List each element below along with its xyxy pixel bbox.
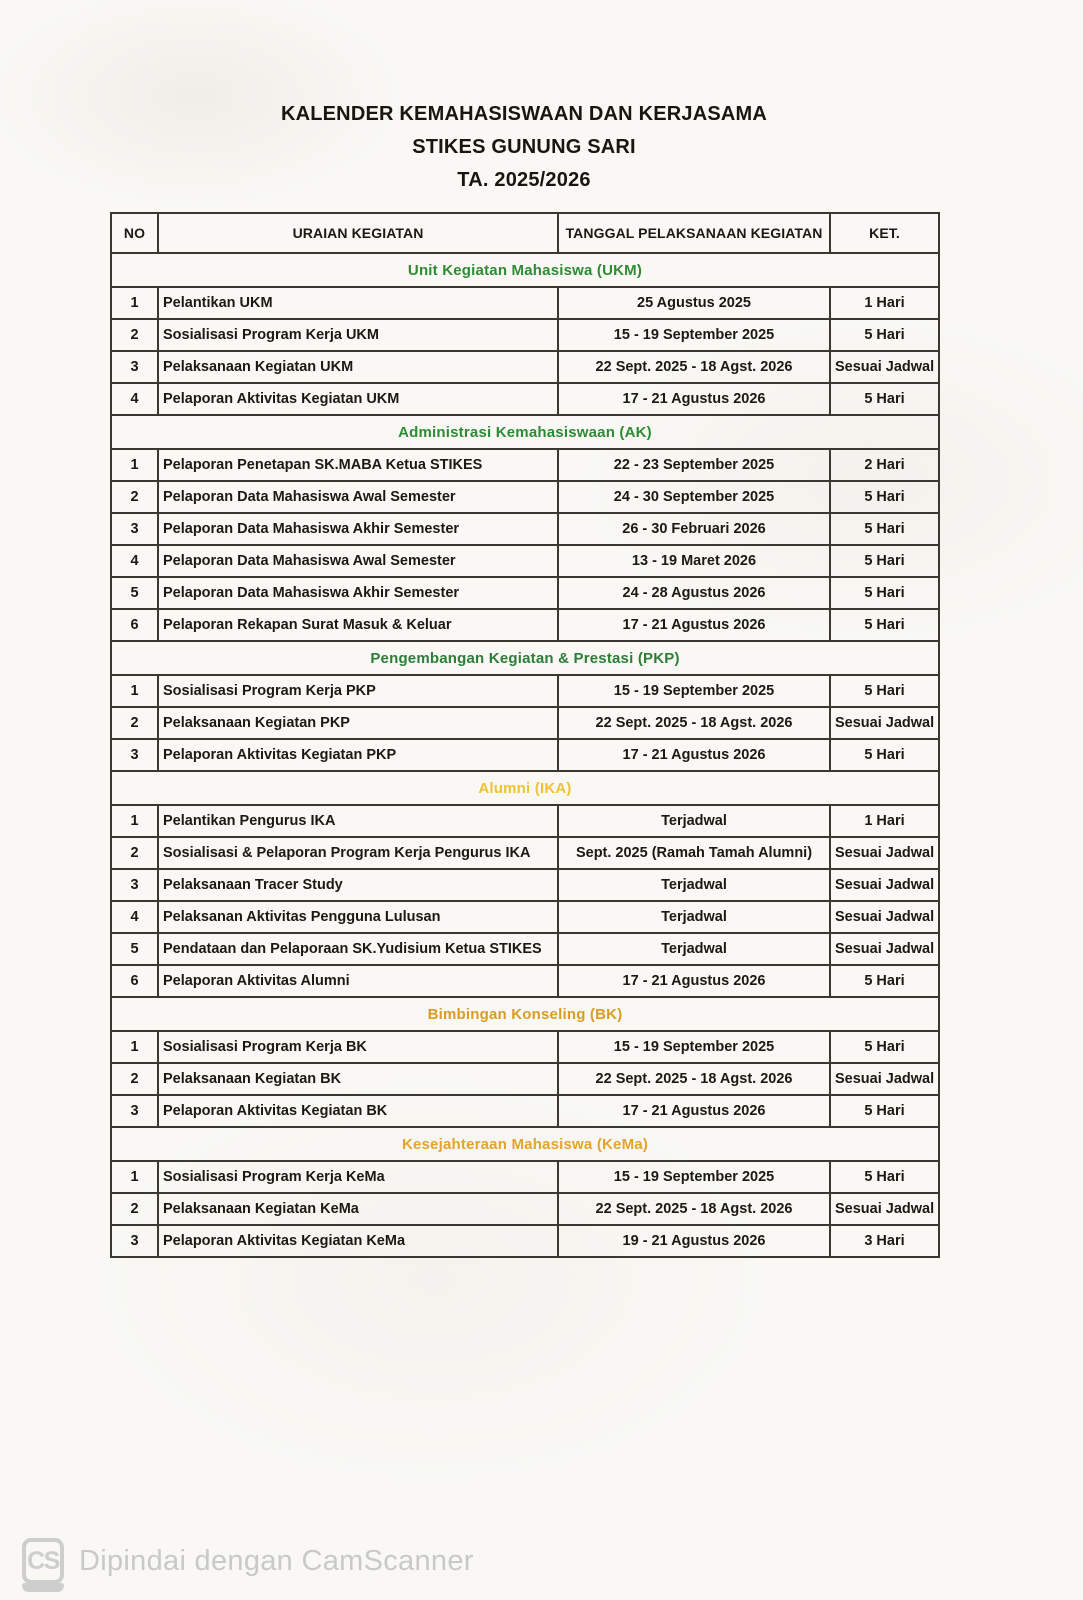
table-row [111, 513, 939, 545]
section-header-label: Kesejahteraan Mahasiswa (KeMa) [111, 1127, 939, 1161]
table-body [111, 253, 939, 1257]
cell-ket: 5 Hari [830, 675, 939, 707]
table-header-row [111, 213, 939, 253]
cell-no: 1 [111, 449, 158, 481]
cell-ket: 5 Hari [830, 1161, 939, 1193]
cell-tanggal: 22 Sept. 2025 - 18 Agst. 2026 [558, 1193, 830, 1225]
cell-no: 2 [111, 1193, 158, 1225]
title-line-3: TA. 2025/2026 [457, 169, 591, 191]
cell-tanggal: 17 - 21 Agustus 2026 [558, 1095, 830, 1127]
cell-uraian: Sosialisasi Program Kerja BK [158, 1031, 558, 1063]
section-header-row [111, 641, 939, 675]
cell-uraian: Sosialisasi Program Kerja UKM [158, 319, 558, 351]
cell-tanggal: 22 Sept. 2025 - 18 Agst. 2026 [558, 1063, 830, 1095]
cell-tanggal: 19 - 21 Agustus 2026 [558, 1225, 830, 1257]
cell-no: 1 [111, 1161, 158, 1193]
cell-ket: Sesuai Jadwal [830, 1063, 939, 1095]
cell-ket: Sesuai Jadwal [830, 901, 939, 933]
cell-no: 5 [111, 933, 158, 965]
cell-ket: Sesuai Jadwal [830, 351, 939, 383]
cell-tanggal: Terjadwal [558, 805, 830, 837]
cell-no: 4 [111, 383, 158, 415]
cell-tanggal: Sept. 2025 (Ramah Tamah Alumni) [558, 837, 830, 869]
cell-no: 2 [111, 319, 158, 351]
cell-ket: Sesuai Jadwal [830, 869, 939, 901]
cell-ket: 5 Hari [830, 513, 939, 545]
cell-no: 2 [111, 481, 158, 513]
cell-tanggal: 24 - 30 September 2025 [558, 481, 830, 513]
table-row [111, 383, 939, 415]
cell-uraian: Pelaporan Data Mahasiswa Awal Semester [158, 545, 558, 577]
cell-tanggal: 25 Agustus 2025 [558, 287, 830, 319]
table-row [111, 965, 939, 997]
section-header-row [111, 997, 939, 1031]
cell-uraian: Pelaporan Aktivitas Alumni [158, 965, 558, 997]
section-header-row [111, 1127, 939, 1161]
cell-no: 6 [111, 609, 158, 641]
cell-tanggal: 24 - 28 Agustus 2026 [558, 577, 830, 609]
cell-ket: 3 Hari [830, 1225, 939, 1257]
cell-tanggal: 15 - 19 September 2025 [558, 1161, 830, 1193]
cell-ket: Sesuai Jadwal [830, 1193, 939, 1225]
cell-no: 2 [111, 1063, 158, 1095]
cell-no: 3 [111, 351, 158, 383]
cell-uraian: Pelaksanaan Kegiatan UKM [158, 351, 558, 383]
cell-no: 3 [111, 1225, 158, 1257]
cell-no: 4 [111, 545, 158, 577]
table-row [111, 675, 939, 707]
cell-uraian: Pelaporan Data Mahasiswa Awal Semester [158, 481, 558, 513]
cell-uraian: Pelaksanaan Tracer Study [158, 869, 558, 901]
table-row [111, 577, 939, 609]
cell-ket: Sesuai Jadwal [830, 933, 939, 965]
cell-no: 3 [111, 869, 158, 901]
cell-ket: 5 Hari [830, 1095, 939, 1127]
section-header-label: Administrasi Kemahasiswaan (AK) [111, 415, 939, 449]
section-header-label: Unit Kegiatan Mahasiswa (UKM) [111, 253, 939, 287]
watermark-text: Dipindai dengan CamScanner [79, 1544, 474, 1577]
cell-ket: 5 Hari [830, 609, 939, 641]
cell-uraian: Pelantikan UKM [158, 287, 558, 319]
cell-ket: 5 Hari [830, 383, 939, 415]
cell-tanggal: 17 - 21 Agustus 2026 [558, 383, 830, 415]
cell-uraian: Pelaporan Aktivitas Kegiatan KeMa [158, 1225, 558, 1257]
cell-uraian: Sosialisasi Program Kerja PKP [158, 675, 558, 707]
header-uraian-kegiatan: URAIAN KEGIATAN [158, 213, 558, 253]
cell-ket: 5 Hari [830, 481, 939, 513]
cell-tanggal: Terjadwal [558, 869, 830, 901]
cell-tanggal: 22 Sept. 2025 - 18 Agst. 2026 [558, 351, 830, 383]
cell-no: 4 [111, 901, 158, 933]
cell-tanggal: Terjadwal [558, 901, 830, 933]
cell-ket: 2 Hari [830, 449, 939, 481]
cell-ket: 5 Hari [830, 545, 939, 577]
table-row [111, 287, 939, 319]
cell-uraian: Pendataan dan Pelaporaan SK.Yudisium Ketua STIKES [158, 933, 558, 965]
cell-tanggal: 17 - 21 Agustus 2026 [558, 739, 830, 771]
table-row [111, 351, 939, 383]
cell-uraian: Pelaporan Aktivitas Kegiatan BK [158, 1095, 558, 1127]
table-row [111, 933, 939, 965]
table-row [111, 1161, 939, 1193]
table-row [111, 1095, 939, 1127]
camscanner-logo-icon: CS [22, 1538, 64, 1584]
table-row [111, 1225, 939, 1257]
cell-no: 1 [111, 675, 158, 707]
table-row [111, 609, 939, 641]
table-row [111, 319, 939, 351]
cell-uraian: Sosialisasi Program Kerja KeMa [158, 1161, 558, 1193]
header-no: NO [111, 213, 158, 253]
cell-uraian: Pelaporan Data Mahasiswa Akhir Semester [158, 577, 558, 609]
cell-uraian: Pelaporan Rekapan Surat Masuk & Keluar [158, 609, 558, 641]
table-row [111, 739, 939, 771]
calendar-table [110, 212, 940, 1258]
title-line-2: STIKES GUNUNG SARI [412, 136, 636, 158]
cell-ket: 5 Hari [830, 1031, 939, 1063]
cell-uraian: Pelaksanaan Kegiatan BK [158, 1063, 558, 1095]
cell-tanggal: 15 - 19 September 2025 [558, 675, 830, 707]
cell-tanggal: 22 Sept. 2025 - 18 Agst. 2026 [558, 707, 830, 739]
title-line-1: KALENDER KEMAHASISWAAN DAN KERJASAMA [280, 103, 768, 125]
table-row [111, 707, 939, 739]
cell-no: 1 [111, 805, 158, 837]
cell-tanggal: 15 - 19 September 2025 [558, 319, 830, 351]
cell-ket: 1 Hari [830, 805, 939, 837]
section-header-label: Pengembangan Kegiatan & Prestasi (PKP) [111, 641, 939, 675]
cell-uraian: Pelaksanaan Kegiatan PKP [158, 707, 558, 739]
table-row [111, 901, 939, 933]
cell-ket: 5 Hari [830, 739, 939, 771]
cell-ket: 5 Hari [830, 319, 939, 351]
cell-uraian: Pelantikan Pengurus IKA [158, 805, 558, 837]
camscanner-watermark [22, 1538, 474, 1584]
table-row [111, 805, 939, 837]
cell-uraian: Pelaporan Data Mahasiswa Akhir Semester [158, 513, 558, 545]
table-row [111, 869, 939, 901]
cell-no: 2 [111, 837, 158, 869]
section-header-label: Alumni (IKA) [111, 771, 939, 805]
section-header-row [111, 771, 939, 805]
cell-ket: Sesuai Jadwal [830, 707, 939, 739]
cell-no: 2 [111, 707, 158, 739]
table-row [111, 481, 939, 513]
table-row [111, 1031, 939, 1063]
cell-tanggal: 17 - 21 Agustus 2026 [558, 965, 830, 997]
cell-uraian: Sosialisasi & Pelaporan Program Kerja Pengurus IKA [158, 837, 558, 869]
cell-ket: 1 Hari [830, 287, 939, 319]
cell-uraian: Pelaksanan Aktivitas Pengguna Lulusan [158, 901, 558, 933]
cell-uraian: Pelaporan Aktivitas Kegiatan UKM [158, 383, 558, 415]
table-row [111, 449, 939, 481]
cell-no: 3 [111, 1095, 158, 1127]
table-row [111, 837, 939, 869]
cell-ket: Sesuai Jadwal [830, 837, 939, 869]
cell-no: 3 [111, 513, 158, 545]
section-header-label: Bimbingan Konseling (BK) [111, 997, 939, 1031]
cell-no: 3 [111, 739, 158, 771]
cell-ket: 5 Hari [830, 577, 939, 609]
cell-tanggal: 13 - 19 Maret 2026 [558, 545, 830, 577]
table-row [111, 545, 939, 577]
header-tanggal-pelaksanaan: TANGGAL PELAKSANAAN KEGIATAN [558, 213, 830, 253]
section-header-row [111, 253, 939, 287]
cell-no: 6 [111, 965, 158, 997]
header-ket: KET. [830, 213, 939, 253]
cell-tanggal: 17 - 21 Agustus 2026 [558, 609, 830, 641]
table-row [111, 1063, 939, 1095]
cell-tanggal: 22 - 23 September 2025 [558, 449, 830, 481]
table-row [111, 1193, 939, 1225]
cell-tanggal: 15 - 19 September 2025 [558, 1031, 830, 1063]
cell-no: 5 [111, 577, 158, 609]
cell-ket: 5 Hari [830, 965, 939, 997]
document-title-block [110, 98, 938, 197]
section-header-row [111, 415, 939, 449]
cell-no: 1 [111, 1031, 158, 1063]
cell-uraian: Pelaporan Aktivitas Kegiatan PKP [158, 739, 558, 771]
cell-uraian: Pelaksanaan Kegiatan KeMa [158, 1193, 558, 1225]
cell-uraian: Pelaporan Penetapan SK.MABA Ketua STIKES [158, 449, 558, 481]
cell-tanggal: Terjadwal [558, 933, 830, 965]
cell-tanggal: 26 - 30 Februari 2026 [558, 513, 830, 545]
cell-no: 1 [111, 287, 158, 319]
